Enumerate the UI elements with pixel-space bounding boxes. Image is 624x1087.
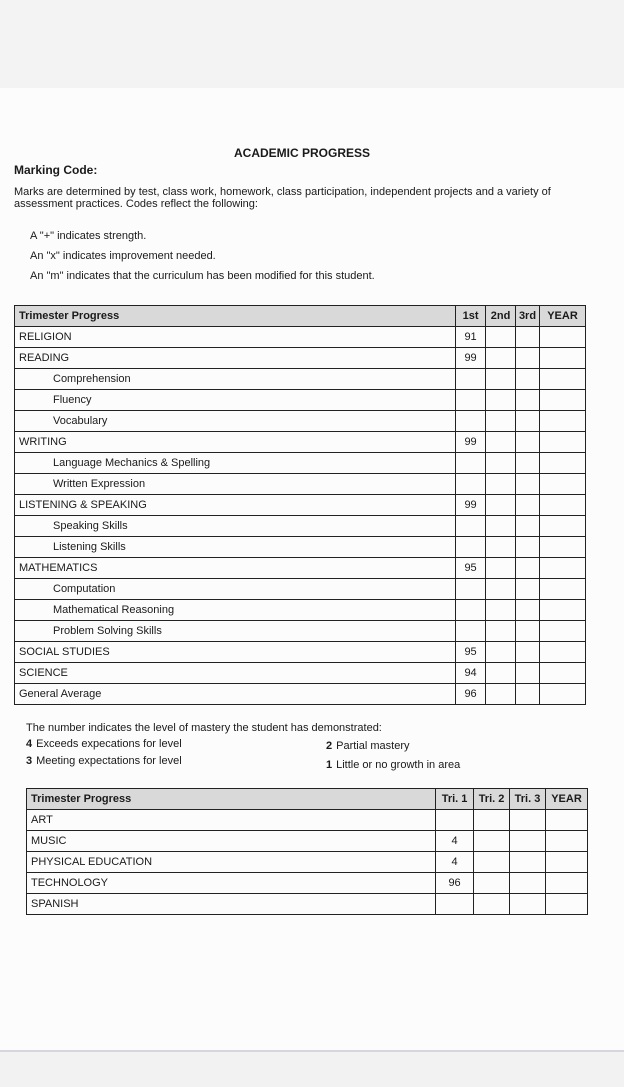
grade-1st <box>456 369 486 390</box>
table-row <box>15 474 586 495</box>
subject-label: Problem Solving Skills <box>15 621 456 642</box>
top-band <box>0 0 624 88</box>
code-improvement: An "x" indicates improvement needed. <box>30 250 216 262</box>
table-row <box>27 894 588 915</box>
subject-label: RELIGION <box>15 327 456 348</box>
table-row <box>27 852 588 873</box>
subject-label: SCIENCE <box>15 663 456 684</box>
subject-label: Speaking Skills <box>15 516 456 537</box>
col-trimester-progress: Trimester Progress <box>27 789 436 810</box>
table-row <box>27 873 588 894</box>
bottom-band <box>0 1050 624 1087</box>
legend-item-1: 1 Little or no growth in area <box>326 759 461 771</box>
subject-label: Mathematical Reasoning <box>15 600 456 621</box>
table-row <box>15 516 586 537</box>
table-row <box>15 495 586 516</box>
subject-label: MUSIC <box>27 831 436 852</box>
grade-1st: 95 <box>456 558 486 579</box>
legend-intro: The number indicates the level of mastery the student has demonstrated: <box>26 722 382 734</box>
table-row <box>15 348 586 369</box>
table-row <box>27 831 588 852</box>
subject-label: Language Mechanics & Spelling <box>15 453 456 474</box>
table-row <box>27 810 588 831</box>
col-year: YEAR <box>540 306 586 327</box>
subject-label: LISTENING & SPEAKING <box>15 495 456 516</box>
grade-tri-1: 4 <box>436 831 474 852</box>
legend-item-4: 4 Exceeds expecations for level <box>26 738 182 750</box>
col-3rd: 3rd <box>516 306 540 327</box>
legend-item-2: 2 Partial mastery <box>326 740 410 752</box>
grade-tri-1 <box>436 894 474 915</box>
subject-label: Vocabulary <box>15 411 456 432</box>
subject-label: MATHEMATICS <box>15 558 456 579</box>
subject-label: TECHNOLOGY <box>27 873 436 894</box>
col-2nd: 2nd <box>486 306 516 327</box>
grade-1st <box>456 621 486 642</box>
code-modified: An "m" indicates that the curriculum has been modified for this student. <box>30 270 375 282</box>
subject-label: Written Expression <box>15 474 456 495</box>
table-row <box>15 684 586 705</box>
grade-tri-1: 4 <box>436 852 474 873</box>
grade-1st: 96 <box>456 684 486 705</box>
table-row <box>15 432 586 453</box>
col-trimester-progress: Trimester Progress <box>15 306 456 327</box>
grade-1st: 94 <box>456 663 486 684</box>
subject-label: SOCIAL STUDIES <box>15 642 456 663</box>
grade-1st <box>456 474 486 495</box>
subject-label: WRITING <box>15 432 456 453</box>
table-row <box>15 642 586 663</box>
table-row <box>15 453 586 474</box>
table-row <box>15 537 586 558</box>
academic-progress-table <box>14 305 586 705</box>
legend-item-3: 3 Meeting expectations for level <box>26 755 182 767</box>
grade-1st <box>456 516 486 537</box>
grade-1st <box>456 600 486 621</box>
specials-progress-table <box>26 788 588 915</box>
col-1st: 1st <box>456 306 486 327</box>
grade-1st: 91 <box>456 327 486 348</box>
marking-intro: Marks are determined by test, class work, homework, class participation, independent projects and a variety of assessment practices. Codes reflect the following: <box>14 186 551 210</box>
table-row <box>15 663 586 684</box>
table-row <box>15 390 586 411</box>
grade-tri-1 <box>436 810 474 831</box>
grade-1st <box>456 453 486 474</box>
code-strength: A "+" indicates strength. <box>30 230 147 242</box>
subject-label: Comprehension <box>15 369 456 390</box>
grade-1st: 95 <box>456 642 486 663</box>
grade-1st: 99 <box>456 495 486 516</box>
subject-label: General Average <box>15 684 456 705</box>
table-row <box>15 579 586 600</box>
col-tri-2: Tri. 2 <box>474 789 510 810</box>
col-tri-1: Tri. 1 <box>436 789 474 810</box>
table-row <box>15 558 586 579</box>
table-header-row <box>15 306 586 327</box>
table-row <box>15 369 586 390</box>
subject-label: SPANISH <box>27 894 436 915</box>
page-title: ACADEMIC PROGRESS <box>233 146 370 160</box>
grade-1st <box>456 390 486 411</box>
grade-1st <box>456 411 486 432</box>
table-header-row <box>27 789 588 810</box>
marking-code-heading: Marking Code: <box>14 163 98 177</box>
table-row <box>15 621 586 642</box>
table-row <box>15 327 586 348</box>
subject-label: Fluency <box>15 390 456 411</box>
subject-label: Listening Skills <box>15 537 456 558</box>
grade-1st: 99 <box>456 348 486 369</box>
grade-1st <box>456 537 486 558</box>
subject-label: ART <box>27 810 436 831</box>
subject-label: READING <box>15 348 456 369</box>
subject-label: PHYSICAL EDUCATION <box>27 852 436 873</box>
col-year: YEAR <box>545 789 587 810</box>
grade-tri-1: 96 <box>436 873 474 894</box>
col-tri-3: Tri. 3 <box>510 789 546 810</box>
subject-label: Computation <box>15 579 456 600</box>
table-row <box>15 600 586 621</box>
table-row <box>15 411 586 432</box>
grade-1st: 99 <box>456 432 486 453</box>
grade-1st <box>456 579 486 600</box>
